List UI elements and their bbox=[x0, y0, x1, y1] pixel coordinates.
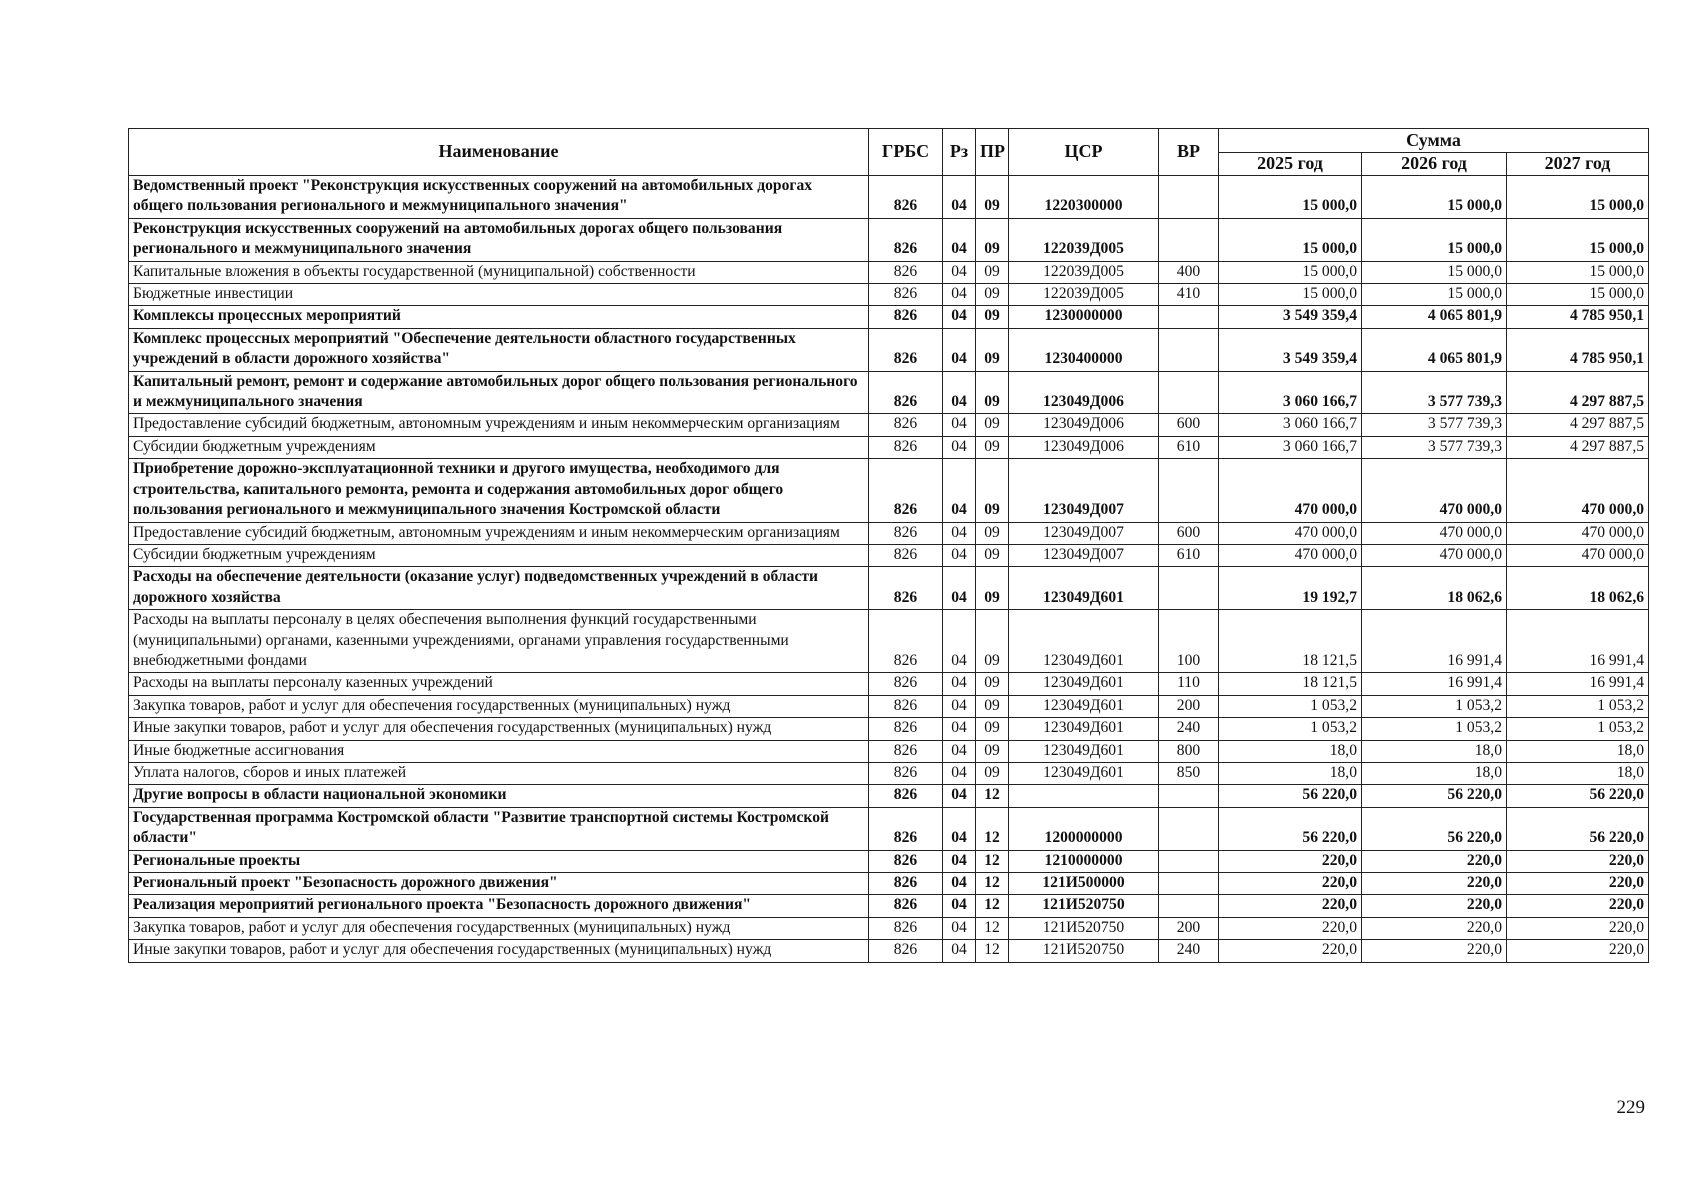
row-sum-2026: 220,0 bbox=[1362, 850, 1507, 872]
row-sum-2027: 1 053,2 bbox=[1507, 718, 1649, 740]
row-name: Комплекс процессных мероприятий "Обеспечение деятельности областного государственных учреждений в области дорожного хозяйства" bbox=[129, 328, 869, 371]
row-name: Закупка товаров, работ и услуг для обеспечения государственных (муниципальных) нужд bbox=[129, 695, 869, 717]
row-sum-2026: 4 065 801,9 bbox=[1362, 306, 1507, 328]
row-sum-2025: 15 000,0 bbox=[1219, 176, 1362, 219]
row-sum-2025: 1 053,2 bbox=[1219, 695, 1362, 717]
row-pr: 09 bbox=[976, 436, 1009, 458]
row-sum-2027: 16 991,4 bbox=[1507, 673, 1649, 695]
row-rz: 04 bbox=[943, 850, 976, 872]
budget-table bbox=[128, 128, 1649, 963]
table-row bbox=[129, 414, 1649, 436]
table-row bbox=[129, 718, 1649, 740]
row-grbs: 826 bbox=[869, 414, 943, 436]
table-row bbox=[129, 673, 1649, 695]
row-grbs: 826 bbox=[869, 328, 943, 371]
row-sum-2026: 220,0 bbox=[1362, 940, 1507, 962]
row-sum-2027: 4 297 887,5 bbox=[1507, 436, 1649, 458]
row-vr: 800 bbox=[1159, 740, 1219, 762]
row-csr: 123049Д601 bbox=[1009, 673, 1159, 695]
row-csr: 123049Д601 bbox=[1009, 740, 1159, 762]
row-rz: 04 bbox=[943, 284, 976, 306]
row-csr: 123049Д601 bbox=[1009, 567, 1159, 610]
table-row bbox=[129, 917, 1649, 939]
row-sum-2027: 4 785 950,1 bbox=[1507, 306, 1649, 328]
table-row bbox=[129, 610, 1649, 673]
row-sum-2025: 15 000,0 bbox=[1219, 261, 1362, 283]
row-name: Уплата налогов, сборов и иных платежей bbox=[129, 762, 869, 784]
row-vr bbox=[1159, 567, 1219, 610]
row-sum-2027: 18 062,6 bbox=[1507, 567, 1649, 610]
row-sum-2025: 56 220,0 bbox=[1219, 785, 1362, 807]
row-grbs: 826 bbox=[869, 673, 943, 695]
table-row bbox=[129, 306, 1649, 328]
row-name: Субсидии бюджетным учреждениям bbox=[129, 544, 869, 566]
row-sum-2025: 15 000,0 bbox=[1219, 218, 1362, 261]
row-pr: 09 bbox=[976, 544, 1009, 566]
table-row bbox=[129, 740, 1649, 762]
row-sum-2027: 4 297 887,5 bbox=[1507, 414, 1649, 436]
row-vr: 410 bbox=[1159, 284, 1219, 306]
row-csr: 123049Д601 bbox=[1009, 762, 1159, 784]
row-sum-2025: 19 192,7 bbox=[1219, 567, 1362, 610]
row-rz: 04 bbox=[943, 306, 976, 328]
row-sum-2027: 220,0 bbox=[1507, 850, 1649, 872]
row-rz: 04 bbox=[943, 522, 976, 544]
row-sum-2025: 220,0 bbox=[1219, 917, 1362, 939]
row-name: Государственная программа Костромской области "Развитие транспортной системы Костромской области" bbox=[129, 807, 869, 850]
row-rz: 04 bbox=[943, 328, 976, 371]
row-sum-2025: 220,0 bbox=[1219, 873, 1362, 895]
row-pr: 09 bbox=[976, 740, 1009, 762]
row-csr: 123049Д601 bbox=[1009, 718, 1159, 740]
table-row bbox=[129, 873, 1649, 895]
table-row bbox=[129, 261, 1649, 283]
row-name: Бюджетные инвестиции bbox=[129, 284, 869, 306]
row-grbs: 826 bbox=[869, 873, 943, 895]
row-sum-2026: 220,0 bbox=[1362, 895, 1507, 917]
row-vr bbox=[1159, 176, 1219, 219]
row-csr: 121И520750 bbox=[1009, 895, 1159, 917]
row-sum-2026: 1 053,2 bbox=[1362, 718, 1507, 740]
row-rz: 04 bbox=[943, 567, 976, 610]
row-sum-2026: 15 000,0 bbox=[1362, 218, 1507, 261]
row-rz: 04 bbox=[943, 895, 976, 917]
row-sum-2027: 18,0 bbox=[1507, 740, 1649, 762]
row-sum-2027: 4 297 887,5 bbox=[1507, 371, 1649, 414]
row-grbs: 826 bbox=[869, 940, 943, 962]
row-grbs: 826 bbox=[869, 544, 943, 566]
row-vr: 600 bbox=[1159, 522, 1219, 544]
row-pr: 09 bbox=[976, 371, 1009, 414]
table-row bbox=[129, 940, 1649, 962]
row-sum-2027: 1 053,2 bbox=[1507, 695, 1649, 717]
row-name: Региональные проекты bbox=[129, 850, 869, 872]
row-sum-2025: 3 549 359,4 bbox=[1219, 328, 1362, 371]
row-sum-2026: 16 991,4 bbox=[1362, 610, 1507, 673]
row-vr bbox=[1159, 328, 1219, 371]
row-rz: 04 bbox=[943, 544, 976, 566]
row-pr: 12 bbox=[976, 785, 1009, 807]
row-sum-2027: 4 785 950,1 bbox=[1507, 328, 1649, 371]
row-vr: 610 bbox=[1159, 436, 1219, 458]
row-rz: 04 bbox=[943, 917, 976, 939]
row-pr: 09 bbox=[976, 695, 1009, 717]
row-sum-2026: 15 000,0 bbox=[1362, 284, 1507, 306]
table-row bbox=[129, 895, 1649, 917]
row-sum-2027: 15 000,0 bbox=[1507, 218, 1649, 261]
row-pr: 12 bbox=[976, 917, 1009, 939]
row-pr: 09 bbox=[976, 718, 1009, 740]
row-grbs: 826 bbox=[869, 917, 943, 939]
row-csr: 121И520750 bbox=[1009, 917, 1159, 939]
row-csr: 123049Д006 bbox=[1009, 371, 1159, 414]
row-rz: 04 bbox=[943, 695, 976, 717]
row-pr: 09 bbox=[976, 306, 1009, 328]
row-pr: 09 bbox=[976, 176, 1009, 219]
header-rz: Рз bbox=[943, 129, 976, 176]
row-grbs: 826 bbox=[869, 807, 943, 850]
row-rz: 04 bbox=[943, 176, 976, 219]
header-year-2025: 2025 год bbox=[1219, 153, 1362, 176]
row-grbs: 826 bbox=[869, 895, 943, 917]
row-rz: 04 bbox=[943, 218, 976, 261]
row-vr bbox=[1159, 895, 1219, 917]
row-csr: 122039Д005 bbox=[1009, 218, 1159, 261]
row-name: Расходы на выплаты персоналу в целях обеспечения выполнения функций государственными (муниципальными) органами, казенными учреждениями, органами управления государственными внебюджетными фондами bbox=[129, 610, 869, 673]
row-name: Иные закупки товаров, работ и услуг для обеспечения государственных (муниципальных) нужд bbox=[129, 940, 869, 962]
row-sum-2025: 220,0 bbox=[1219, 895, 1362, 917]
row-sum-2027: 220,0 bbox=[1507, 895, 1649, 917]
row-vr: 240 bbox=[1159, 718, 1219, 740]
row-pr: 12 bbox=[976, 850, 1009, 872]
row-name: Закупка товаров, работ и услуг для обеспечения государственных (муниципальных) нужд bbox=[129, 917, 869, 939]
row-sum-2027: 220,0 bbox=[1507, 873, 1649, 895]
row-sum-2025: 18,0 bbox=[1219, 762, 1362, 784]
row-pr: 12 bbox=[976, 873, 1009, 895]
row-csr: 123049Д601 bbox=[1009, 695, 1159, 717]
table-row bbox=[129, 328, 1649, 371]
row-sum-2026: 470 000,0 bbox=[1362, 459, 1507, 522]
row-name: Расходы на выплаты персоналу казенных учреждений bbox=[129, 673, 869, 695]
row-pr: 09 bbox=[976, 522, 1009, 544]
table-row bbox=[129, 371, 1649, 414]
table-row bbox=[129, 544, 1649, 566]
row-vr bbox=[1159, 371, 1219, 414]
row-sum-2025: 470 000,0 bbox=[1219, 459, 1362, 522]
row-vr bbox=[1159, 306, 1219, 328]
row-sum-2025: 18,0 bbox=[1219, 740, 1362, 762]
table-row bbox=[129, 850, 1649, 872]
row-grbs: 826 bbox=[869, 695, 943, 717]
row-grbs: 826 bbox=[869, 436, 943, 458]
row-csr: 1220300000 bbox=[1009, 176, 1159, 219]
row-sum-2027: 56 220,0 bbox=[1507, 807, 1649, 850]
row-vr: 240 bbox=[1159, 940, 1219, 962]
row-sum-2026: 56 220,0 bbox=[1362, 785, 1507, 807]
row-pr: 12 bbox=[976, 807, 1009, 850]
header-vr: ВР bbox=[1159, 129, 1219, 176]
row-sum-2026: 15 000,0 bbox=[1362, 176, 1507, 219]
row-sum-2025: 470 000,0 bbox=[1219, 544, 1362, 566]
row-sum-2027: 470 000,0 bbox=[1507, 544, 1649, 566]
row-name: Субсидии бюджетным учреждениям bbox=[129, 436, 869, 458]
row-sum-2026: 1 053,2 bbox=[1362, 695, 1507, 717]
row-sum-2025: 3 060 166,7 bbox=[1219, 371, 1362, 414]
row-grbs: 826 bbox=[869, 522, 943, 544]
row-pr: 09 bbox=[976, 328, 1009, 371]
row-sum-2027: 15 000,0 bbox=[1507, 176, 1649, 219]
row-sum-2026: 18,0 bbox=[1362, 740, 1507, 762]
row-grbs: 826 bbox=[869, 459, 943, 522]
table-row bbox=[129, 762, 1649, 784]
row-csr: 123049Д007 bbox=[1009, 522, 1159, 544]
row-vr bbox=[1159, 850, 1219, 872]
row-csr: 123049Д006 bbox=[1009, 414, 1159, 436]
row-sum-2027: 220,0 bbox=[1507, 917, 1649, 939]
row-sum-2026: 18 062,6 bbox=[1362, 567, 1507, 610]
row-csr: 122039Д005 bbox=[1009, 261, 1159, 283]
row-sum-2026: 15 000,0 bbox=[1362, 261, 1507, 283]
row-grbs: 826 bbox=[869, 850, 943, 872]
row-vr bbox=[1159, 873, 1219, 895]
row-grbs: 826 bbox=[869, 718, 943, 740]
row-vr: 200 bbox=[1159, 917, 1219, 939]
row-pr: 09 bbox=[976, 261, 1009, 283]
row-pr: 12 bbox=[976, 940, 1009, 962]
row-csr: 121И520750 bbox=[1009, 940, 1159, 962]
row-name: Комплексы процессных мероприятий bbox=[129, 306, 869, 328]
row-sum-2027: 470 000,0 bbox=[1507, 459, 1649, 522]
row-pr: 09 bbox=[976, 610, 1009, 673]
row-sum-2027: 470 000,0 bbox=[1507, 522, 1649, 544]
table-row bbox=[129, 284, 1649, 306]
row-csr bbox=[1009, 785, 1159, 807]
row-sum-2025: 1 053,2 bbox=[1219, 718, 1362, 740]
row-pr: 09 bbox=[976, 762, 1009, 784]
row-rz: 04 bbox=[943, 459, 976, 522]
row-sum-2026: 3 577 739,3 bbox=[1362, 371, 1507, 414]
row-csr: 123049Д006 bbox=[1009, 436, 1159, 458]
row-sum-2025: 18 121,5 bbox=[1219, 610, 1362, 673]
row-vr: 200 bbox=[1159, 695, 1219, 717]
row-name: Реконструкция искусственных сооружений на автомобильных дорогах общего пользования регионального и межмуниципального значения bbox=[129, 218, 869, 261]
row-csr: 123049Д601 bbox=[1009, 610, 1159, 673]
row-sum-2026: 18,0 bbox=[1362, 762, 1507, 784]
row-pr: 09 bbox=[976, 284, 1009, 306]
row-grbs: 826 bbox=[869, 261, 943, 283]
row-sum-2027: 16 991,4 bbox=[1507, 610, 1649, 673]
header-year-2027: 2027 год bbox=[1507, 153, 1649, 176]
row-rz: 04 bbox=[943, 261, 976, 283]
row-grbs: 826 bbox=[869, 762, 943, 784]
row-rz: 04 bbox=[943, 414, 976, 436]
row-vr: 110 bbox=[1159, 673, 1219, 695]
row-sum-2025: 18 121,5 bbox=[1219, 673, 1362, 695]
row-grbs: 826 bbox=[869, 306, 943, 328]
row-sum-2026: 3 577 739,3 bbox=[1362, 436, 1507, 458]
row-rz: 04 bbox=[943, 740, 976, 762]
row-sum-2026: 470 000,0 bbox=[1362, 522, 1507, 544]
row-rz: 04 bbox=[943, 762, 976, 784]
row-grbs: 826 bbox=[869, 740, 943, 762]
table-row bbox=[129, 522, 1649, 544]
row-name: Региональный проект "Безопасность дорожного движения" bbox=[129, 873, 869, 895]
row-grbs: 826 bbox=[869, 284, 943, 306]
row-vr bbox=[1159, 459, 1219, 522]
row-sum-2027: 56 220,0 bbox=[1507, 785, 1649, 807]
header-grbs: ГРБС bbox=[869, 129, 943, 176]
row-sum-2025: 56 220,0 bbox=[1219, 807, 1362, 850]
row-sum-2026: 220,0 bbox=[1362, 873, 1507, 895]
row-csr: 122039Д005 bbox=[1009, 284, 1159, 306]
row-sum-2025: 15 000,0 bbox=[1219, 284, 1362, 306]
row-sum-2026: 470 000,0 bbox=[1362, 544, 1507, 566]
row-grbs: 826 bbox=[869, 176, 943, 219]
row-vr bbox=[1159, 785, 1219, 807]
row-sum-2026: 3 577 739,3 bbox=[1362, 414, 1507, 436]
row-name: Иные закупки товаров, работ и услуг для обеспечения государственных (муниципальных) нужд bbox=[129, 718, 869, 740]
row-rz: 04 bbox=[943, 718, 976, 740]
row-pr: 12 bbox=[976, 895, 1009, 917]
row-pr: 09 bbox=[976, 673, 1009, 695]
row-name: Предоставление субсидий бюджетным, автономным учреждениям и иным некоммерческим организациям bbox=[129, 522, 869, 544]
row-csr: 1210000000 bbox=[1009, 850, 1159, 872]
table-row bbox=[129, 436, 1649, 458]
row-vr bbox=[1159, 218, 1219, 261]
row-pr: 09 bbox=[976, 218, 1009, 261]
row-sum-2027: 15 000,0 bbox=[1507, 284, 1649, 306]
row-name: Иные бюджетные ассигнования bbox=[129, 740, 869, 762]
row-sum-2027: 15 000,0 bbox=[1507, 261, 1649, 283]
row-vr bbox=[1159, 807, 1219, 850]
row-csr: 123049Д007 bbox=[1009, 544, 1159, 566]
row-name: Капитальные вложения в объекты государственной (муниципальной) собственности bbox=[129, 261, 869, 283]
row-csr: 1200000000 bbox=[1009, 807, 1159, 850]
row-sum-2025: 220,0 bbox=[1219, 940, 1362, 962]
row-name: Реализация мероприятий регионального проекта "Безопасность дорожного движения" bbox=[129, 895, 869, 917]
row-pr: 09 bbox=[976, 459, 1009, 522]
row-vr: 400 bbox=[1159, 261, 1219, 283]
row-sum-2026: 56 220,0 bbox=[1362, 807, 1507, 850]
row-csr: 121И500000 bbox=[1009, 873, 1159, 895]
row-sum-2025: 3 060 166,7 bbox=[1219, 436, 1362, 458]
row-vr: 850 bbox=[1159, 762, 1219, 784]
table-row bbox=[129, 218, 1649, 261]
row-rz: 04 bbox=[943, 610, 976, 673]
row-pr: 09 bbox=[976, 414, 1009, 436]
header-csr: ЦСР bbox=[1009, 129, 1159, 176]
table-row bbox=[129, 176, 1649, 219]
row-grbs: 826 bbox=[869, 218, 943, 261]
row-grbs: 826 bbox=[869, 567, 943, 610]
row-grbs: 826 bbox=[869, 610, 943, 673]
row-sum-2026: 220,0 bbox=[1362, 917, 1507, 939]
table-row bbox=[129, 567, 1649, 610]
table-row bbox=[129, 695, 1649, 717]
row-rz: 04 bbox=[943, 673, 976, 695]
header-sum: Сумма bbox=[1219, 129, 1649, 153]
row-sum-2025: 3 060 166,7 bbox=[1219, 414, 1362, 436]
row-sum-2026: 4 065 801,9 bbox=[1362, 328, 1507, 371]
table-row bbox=[129, 459, 1649, 522]
row-rz: 04 bbox=[943, 807, 976, 850]
row-vr: 610 bbox=[1159, 544, 1219, 566]
row-rz: 04 bbox=[943, 873, 976, 895]
row-name: Приобретение дорожно-эксплуатационной техники и другого имущества, необходимого для строительства, капитального ремонта, ремонта и содержания автомобильных дорог общего пользования регионального и межмуниципального значения Костромской области bbox=[129, 459, 869, 522]
row-sum-2025: 220,0 bbox=[1219, 850, 1362, 872]
page-number: 229 bbox=[1616, 1097, 1645, 1118]
row-rz: 04 bbox=[943, 785, 976, 807]
row-rz: 04 bbox=[943, 940, 976, 962]
table-body bbox=[129, 176, 1649, 963]
table-header bbox=[129, 129, 1649, 176]
row-pr: 09 bbox=[976, 567, 1009, 610]
row-grbs: 826 bbox=[869, 785, 943, 807]
row-sum-2025: 3 549 359,4 bbox=[1219, 306, 1362, 328]
row-sum-2026: 16 991,4 bbox=[1362, 673, 1507, 695]
row-name: Ведомственный проект "Реконструкция искусственных сооружений на автомобильных дорогах общего пользования регионального и межмуниципального значения" bbox=[129, 176, 869, 219]
row-sum-2027: 18,0 bbox=[1507, 762, 1649, 784]
row-csr: 1230400000 bbox=[1009, 328, 1159, 371]
row-sum-2025: 470 000,0 bbox=[1219, 522, 1362, 544]
row-name: Другие вопросы в области национальной экономики bbox=[129, 785, 869, 807]
row-name: Расходы на обеспечение деятельности (оказание услуг) подведомственных учреждений в области дорожного хозяйства bbox=[129, 567, 869, 610]
row-vr: 600 bbox=[1159, 414, 1219, 436]
row-name: Капитальный ремонт, ремонт и содержание автомобильных дорог общего пользования регионального и межмуниципального значения bbox=[129, 371, 869, 414]
header-pr: ПР bbox=[976, 129, 1009, 176]
table-row bbox=[129, 807, 1649, 850]
header-name: Наименование bbox=[129, 129, 869, 176]
row-csr: 123049Д007 bbox=[1009, 459, 1159, 522]
table-row bbox=[129, 785, 1649, 807]
row-grbs: 826 bbox=[869, 371, 943, 414]
row-csr: 1230000000 bbox=[1009, 306, 1159, 328]
header-year-2026: 2026 год bbox=[1362, 153, 1507, 176]
row-name: Предоставление субсидий бюджетным, автономным учреждениям и иным некоммерческим организациям bbox=[129, 414, 869, 436]
row-sum-2027: 220,0 bbox=[1507, 940, 1649, 962]
row-rz: 04 bbox=[943, 436, 976, 458]
row-vr: 100 bbox=[1159, 610, 1219, 673]
row-rz: 04 bbox=[943, 371, 976, 414]
